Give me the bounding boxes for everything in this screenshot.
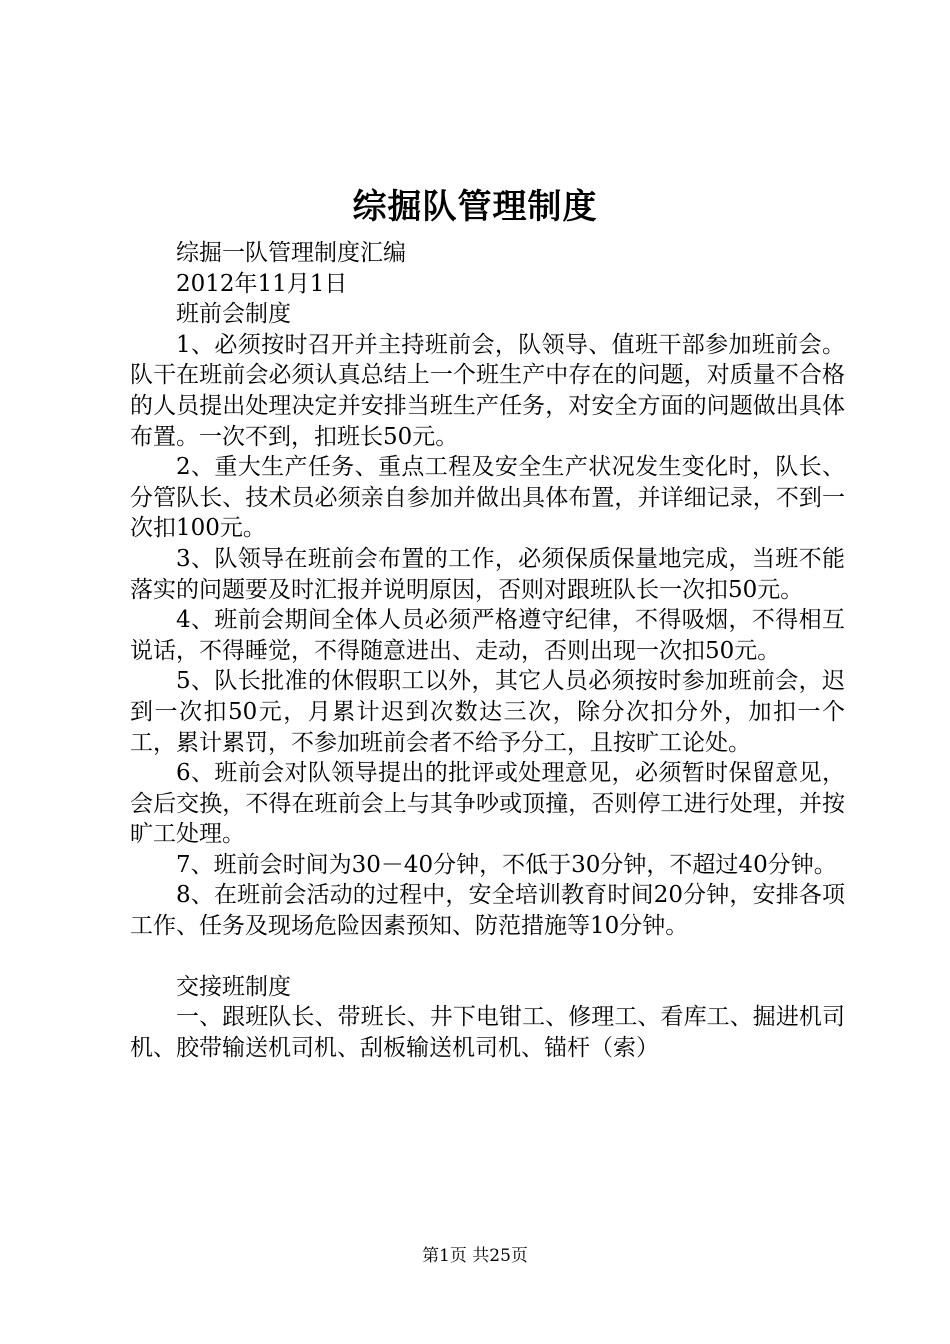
rule-paragraph-4: 4、班前会期间全体人员必须严格遵守纪律，不得吸烟，不得相互说话，不得睡觉，不得随意进出、走动，否则出现一次扣50元。 — [130, 607, 845, 664]
paragraph-compilation-title: 综掘一队管理制度汇编 — [176, 240, 406, 266]
document-title: 综掘队管理制度 — [352, 187, 598, 227]
rule-paragraph-6: 6、班前会对队领导提出的批评或处理意见，必须暂时保留意见，会后交换，不得在班前会上与其争吵或顶撞，否则停工进行处理，并按旷工处理。 — [130, 760, 845, 848]
rule-paragraph-5: 5、队长批准的休假职工以外，其它人员必须按时参加班前会，迟到一次扣50元，月累计迟到次数达三次，除分次扣分外，加扣一个工，累计累罚，不参加班前会者不给予分工，且按旷工论处。 — [130, 668, 845, 756]
document-body — [130, 238, 845, 1063]
rule-paragraph-1: 1、必须按时召开并主持班前会，队领导、值班干部参加班前会。队干在班前会必须认真总结上一个班生产中存在的问题，对质量不合格的人员提出处理决定并安排当班生产任务，对安全方面的问题做出具体布置。一次不到，扣班长50元。 — [130, 331, 845, 450]
section-heading-shift-handover: 交接班制度 — [176, 973, 291, 1000]
rule-paragraph-7: 7、班前会时间为30－40分钟，不低于30分钟，不超过40分钟。 — [176, 851, 837, 878]
rule-paragraph-3: 3、队领导在班前会布置的工作，必须保质保量地完成，当班不能落实的问题要及时汇报并说明原因，否则对跟班队长一次扣50元。 — [130, 545, 845, 603]
rule-paragraph-2: 2、重大生产任务、重点工程及安全生产状况发生变化时，队长、分管队长、技术员必须亲自参加并做出具体布置，并详细记录，不到一次扣100元。 — [130, 454, 845, 542]
section-heading-pre-shift-meeting: 班前会制度 — [176, 301, 291, 328]
page-number-footer: 第1页 共25页 — [422, 1246, 528, 1266]
paragraph-date: 2012年11月1日 — [176, 270, 348, 297]
handover-paragraph-1: 一、跟班队长、带班长、井下电钳工、修理工、看库工、掘进机司机、胶带输送机司机、刮板输送机司机、锚杆（索） — [130, 1004, 845, 1061]
rule-paragraph-8: 8、在班前会活动的过程中，安全培训教育时间20分钟，安排各项工作、任务及现场危险因素预知、防范措施等10分钟。 — [130, 882, 845, 940]
